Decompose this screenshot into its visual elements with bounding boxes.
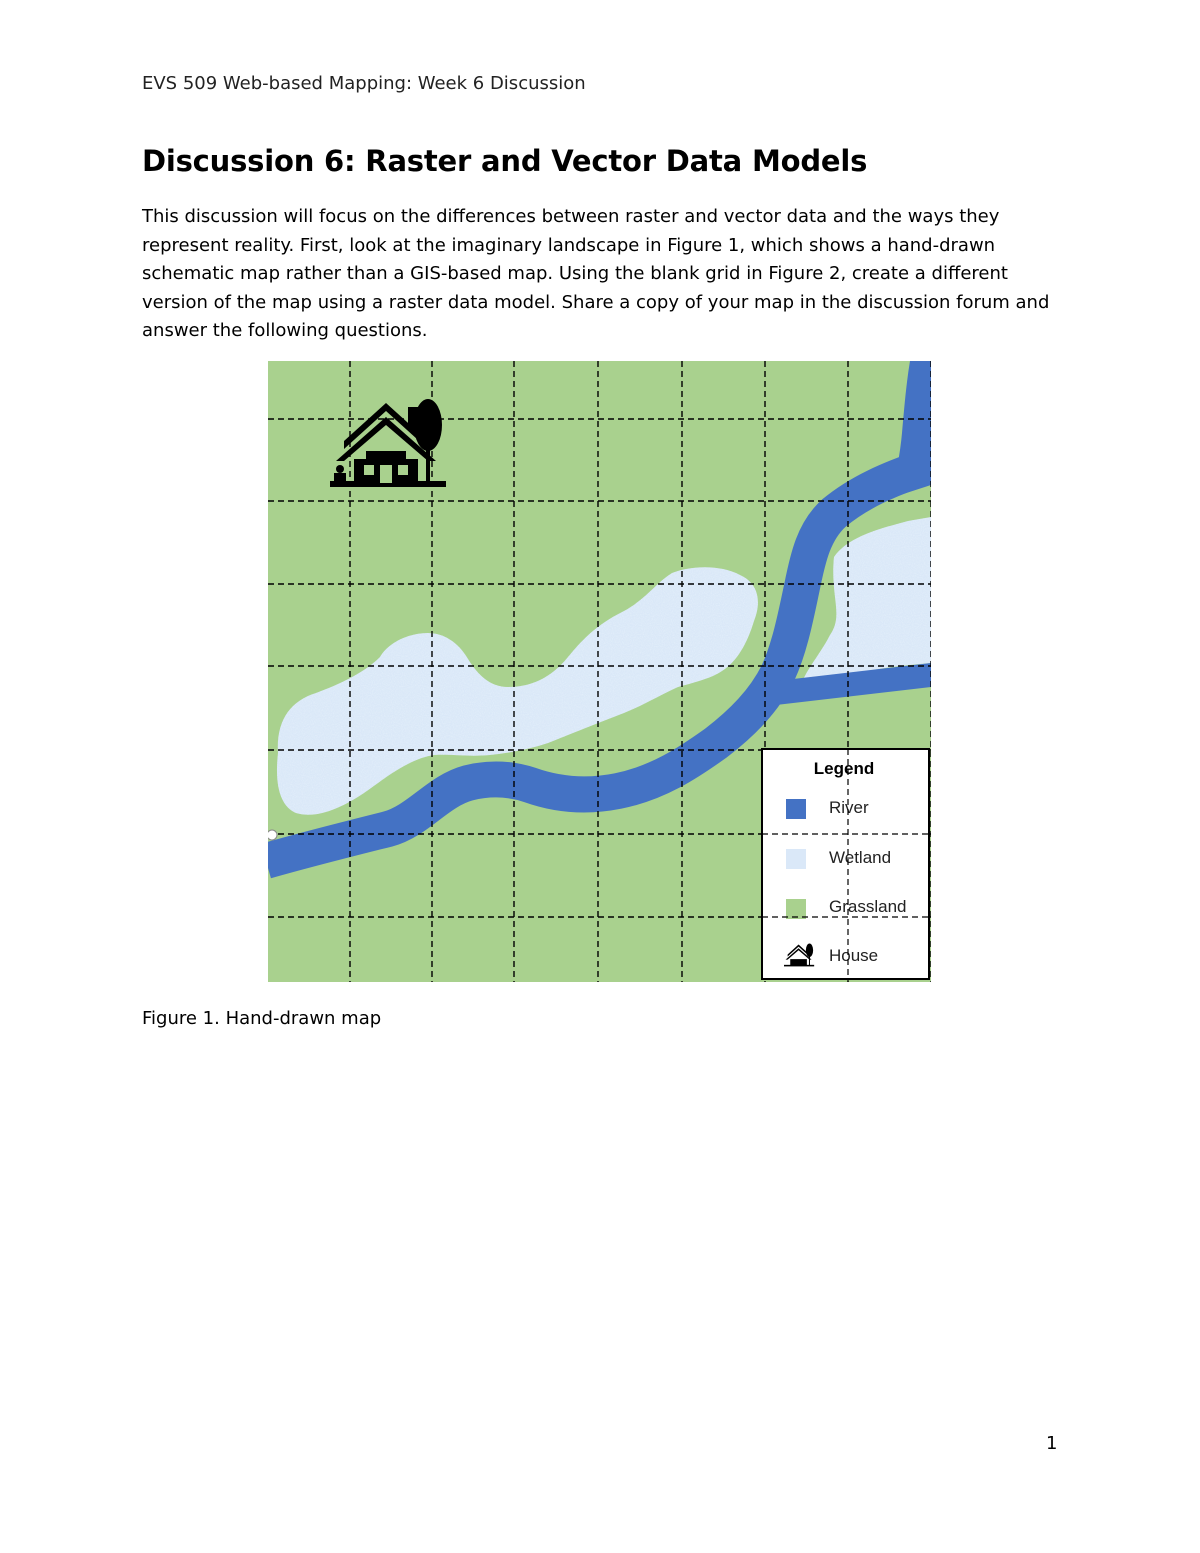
map-marker-dot xyxy=(268,830,277,840)
running-header: EVS 509 Web-based Mapping: Week 6 Discussion xyxy=(142,73,586,94)
page-title: Discussion 6: Raster and Vector Data Models xyxy=(142,144,868,178)
legend-label-river: River xyxy=(829,798,869,817)
legend-swatch-wetland xyxy=(786,849,806,869)
page-number: 1 xyxy=(1046,1433,1058,1454)
figure-caption: Figure 1. Hand-drawn map xyxy=(142,1008,382,1029)
legend-label-wetland: Wetland xyxy=(829,848,892,867)
hand-drawn-map-figure xyxy=(268,361,931,982)
legend xyxy=(762,749,929,979)
legend-label-grassland: Grassland xyxy=(829,897,907,916)
legend-title: Legend xyxy=(813,759,875,778)
legend-swatch-grassland xyxy=(786,899,806,919)
legend-label-house: House xyxy=(829,946,879,965)
hand-drawn-map xyxy=(268,361,931,982)
legend-swatch-river xyxy=(786,799,806,819)
discussion-paragraph: This discussion will focus on the differences between raster and vector data and the ways they represent reality. First, look at the imaginary landscape in Figure 1, which shows a hand-drawn schematic map rather than a GIS-based map. Using the blank grid in Figure 2, create a different version of the map using a raster data model. Share a copy of your map in the discussion forum and answer the following questions. xyxy=(142,206,1050,342)
